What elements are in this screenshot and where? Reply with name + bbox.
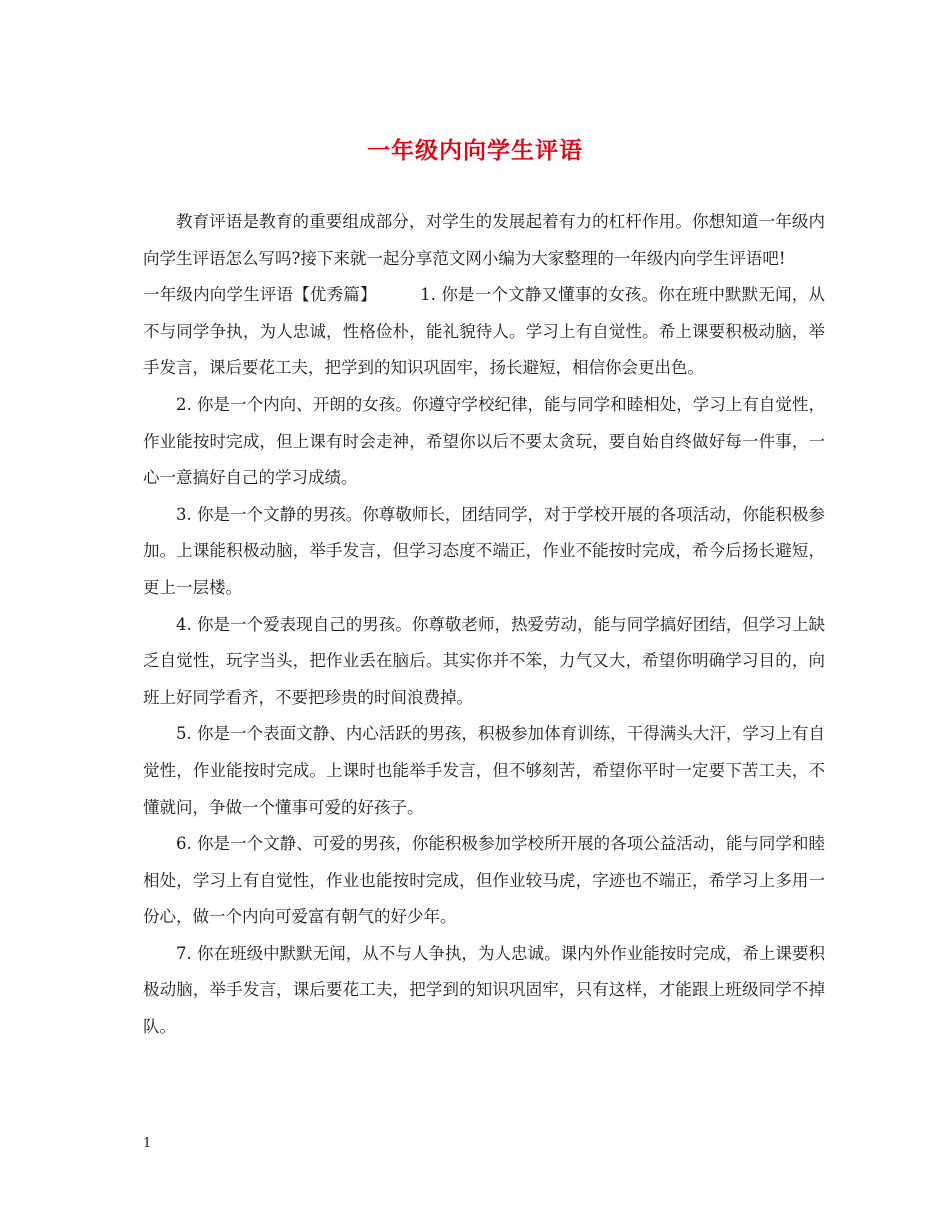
list-item: 5. 你是一个表面文静、内心活跃的男孩，积极参加体育训练，干得满头大汗，学习上有自觉性，作业能按时完成。上课时也能举手发言，但不够刻苦，希望你平时一定要下苦工夫，不懂就问，争做一个懂事可爱的好孩子。 <box>143 724 825 817</box>
page-number: 1 <box>143 1136 152 1151</box>
section-heading: 一年级内向学生评语【优秀篇】 <box>143 285 377 305</box>
list-item: 2. 你是一个内向、开朗的女孩。你遵守学校纪律，能与同学和睦相处，学习上有自觉性，作业能按时完成，但上课有时会走神，希望你以后不要太贪玩，要自始自终做好每一件事，一心一意搞好自己的学习成绩。 <box>143 394 825 488</box>
list-item: 7. 你在班级中默默无闻，从不与人争执，为人忠诚。课内外作业能按时完成，希上课要积极动脑，举手发言，课后要花工夫，把学到的知识巩固牢，只有这样，才能跟上班级同学不掉队。 <box>143 943 825 1037</box>
list-item: 6. 你是一个文静、可爱的男孩，你能积极参加学校所开展的各项公益活动，能与同学和睦相处，学习上有自觉性，作业也能按时完成，但作业较马虎，字迹也不端正，希学习上多用一份心，做一个内向可爱富有朝气的好少年。 <box>143 834 825 927</box>
list-item: 3. 你是一个文静的男孩。你尊敬师长，团结同学，对于学校开展的各项活动，你能积极参加。上课能积极动脑，举手发言，但学习态度不端正，作业不能按时完成，希今后扬长避短，更上一层楼。 <box>143 504 825 597</box>
list-item: 1. 你是一个文静又懂事的女孩。你在班中默默无闻，从不与同学争执，为人忠诚，性格俭朴，能礼貌待人。学习上有自觉性。希上课要积极动脑，举手发言，课后要花工夫，把学到的知识巩固牢，扬长避短，相信你会更出色。 <box>143 285 825 378</box>
intro-paragraph: 教育评语是教育的重要组成部分，对学生的发展起着有力的杠杆作用。你想知道一年级内向学生评语怎么写吗?接下来就一起分享范文网小编为大家整理的一年级内向学生评语吧! <box>143 212 825 268</box>
list-item: 4. 你是一个爱表现自己的男孩。你尊敬老师，热爱劳动，能与同学搞好团结，但学习上缺乏自觉性，玩字当头，把作业丢在脑后。其实你并不笨，力气又大，希望你明确学习目的，向班上好同学看齐，不要把珍贵的时间浪费掉。 <box>143 614 825 707</box>
page-title: 一年级内向学生评语 <box>367 137 583 164</box>
section-first-paragraph <box>143 277 825 387</box>
document-body <box>143 204 825 1046</box>
